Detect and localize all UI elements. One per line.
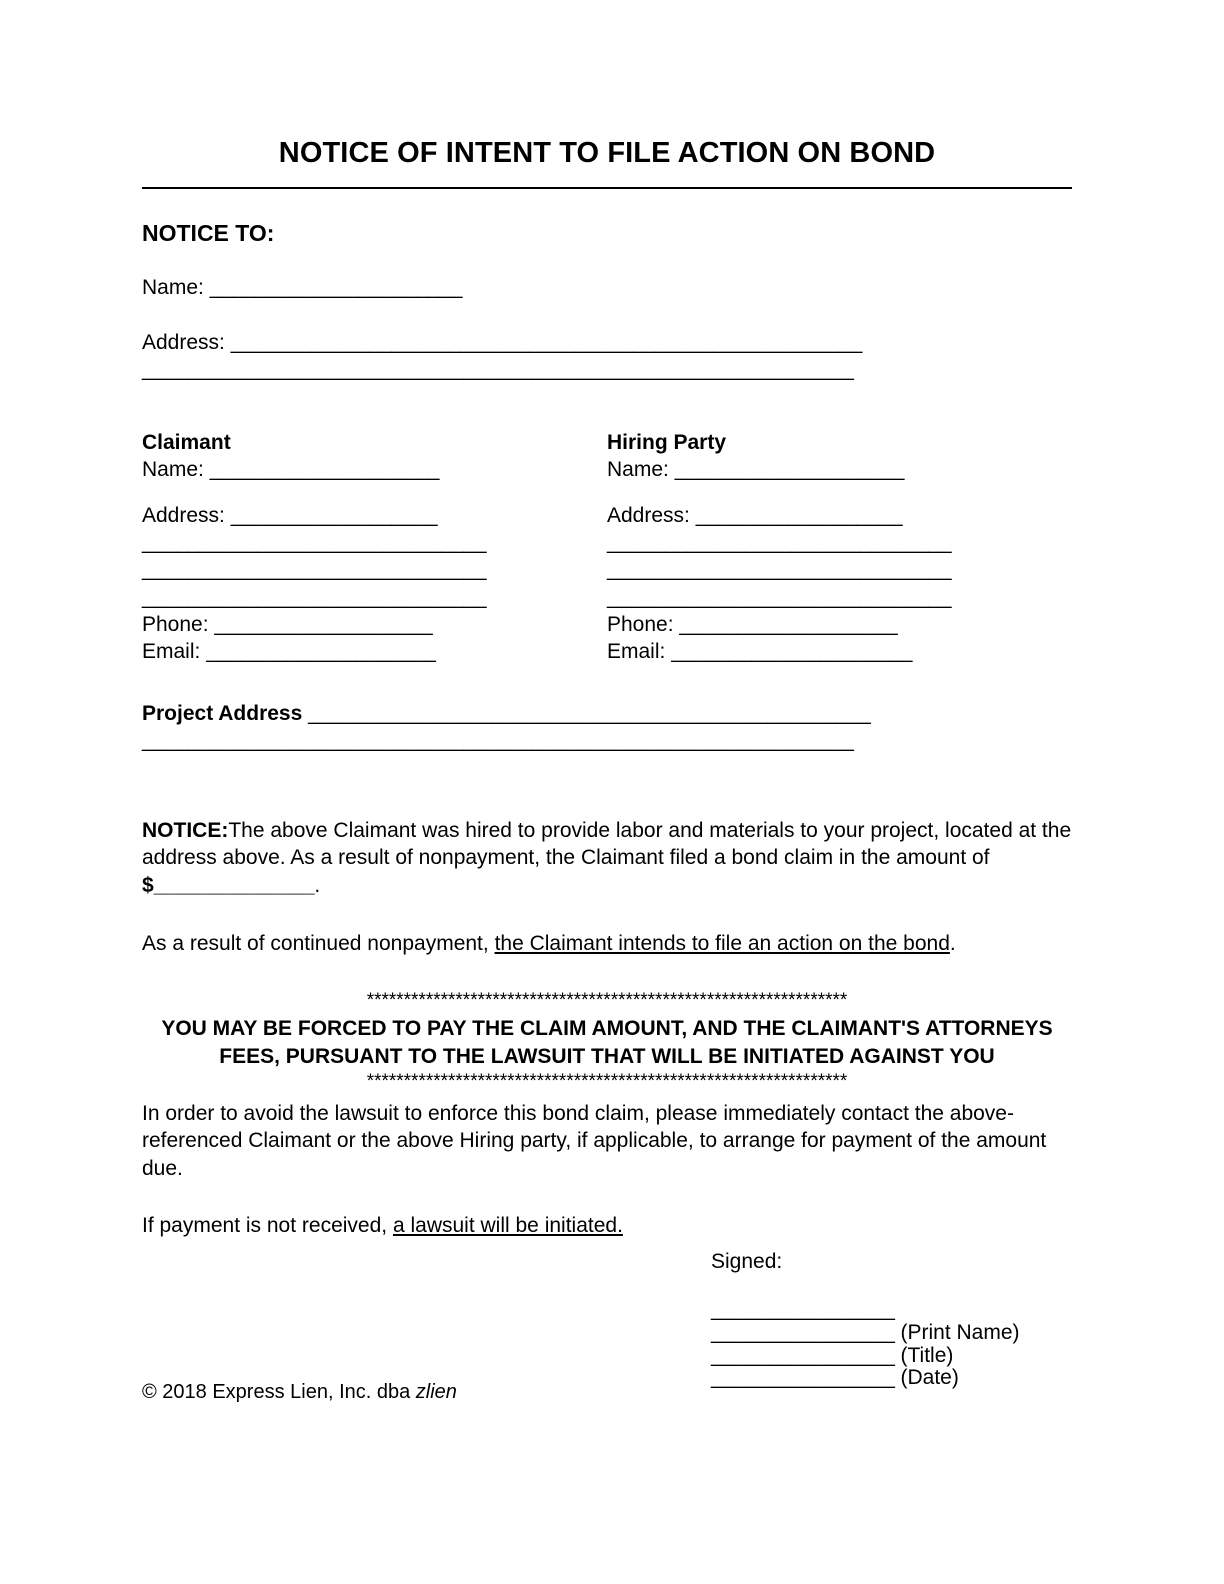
if-payment-prefix-text: If payment is not received, [142,1214,393,1238]
print-name-caption: (Print Name) [894,1320,1020,1344]
claimant-address-input-3[interactable]: ______________________________ [142,558,487,582]
title-divider [142,187,1072,189]
project-address-input[interactable]: _________________________________________________ [308,701,871,725]
signature-line-row [711,1299,1131,1322]
claimant-phone-input[interactable]: ___________________ [214,612,433,636]
claimant-name-label: Name: [142,458,204,482]
if-payment-paragraph [142,1212,1072,1240]
claimant-address-input-2[interactable]: ______________________________ [142,531,487,555]
claimant-column [142,430,607,665]
asterisk-divider-bottom: ***************************************************************** [366,1071,848,1092]
notice-to-name-row [142,275,1072,302]
claimant-email-row [142,638,607,665]
claimant-phone-row [142,611,607,638]
claimant-address-row-2 [142,529,607,556]
hiring-party-address-row-3 [607,556,1072,583]
hiring-party-column [607,430,1072,665]
claimant-address-input[interactable]: __________________ [230,504,438,528]
spacer [607,483,1072,502]
asterisk-divider-top: ***************************************************************** [366,989,848,1011]
hiring-party-address-input[interactable]: __________________ [695,504,903,528]
notice-to-name-input[interactable]: ______________________ [209,276,463,300]
hiring-party-heading: Hiring Party [607,430,727,454]
notice-to-name-label: Name: [142,276,204,300]
date-caption: (Date) [894,1366,959,1390]
continued-prefix-text: As a result of continued nonpayment, [142,932,495,956]
hiring-party-email-row [607,638,1072,665]
document-content [142,0,1072,1240]
claimant-heading: Claimant [142,430,231,454]
page-title: NOTICE OF INTENT TO FILE ACTION ON BOND [278,137,936,169]
claimant-name-row [142,456,607,483]
parties-section [142,430,1072,665]
if-payment-underlined-text: a lawsuit will be initiated. [392,1214,623,1238]
notice-paragraph [142,817,1072,900]
hiring-party-name-row [607,456,1072,483]
signature-block [711,1249,1131,1390]
spacer [142,483,607,502]
hiring-party-phone-input[interactable]: ___________________ [679,612,898,636]
hiring-party-address-label: Address: [607,504,690,528]
date-input[interactable]: ________________ [711,1366,895,1390]
claimant-address-label: Address: [142,504,225,528]
print-name-row [711,1322,1131,1345]
claimant-email-label: Email: [142,639,201,663]
project-address-section [142,701,1072,755]
notice-paragraph-period: . [314,873,321,897]
claimant-address-input-4[interactable]: ______________________________ [142,585,487,609]
notice-paragraph-text: The above Claimant was hired to provide labor and materials to your project, located at the address above. As a result of nonpayment, the Claimant filed a bond claim in the amount of [142,818,1072,870]
title-input[interactable]: ________________ [711,1343,895,1367]
currency-symbol: $ [142,873,154,897]
signature-input[interactable]: ________________ [711,1298,895,1322]
avoid-lawsuit-paragraph: In order to avoid the lawsuit to enforce this bond claim, please immediately contact the above-referenced Claimant or the above Hiring party, if applicable, to arrange for payment of the amount due. [142,1101,1047,1180]
project-address-row-2 [142,728,1072,755]
notice-to-heading: NOTICE TO: [142,220,275,247]
notice-to-address-label: Address: [142,331,225,355]
signed-label: Signed: [711,1250,783,1273]
project-address-label: Project Address [142,701,303,725]
spacer [142,247,1072,275]
continued-period: . [949,932,956,956]
continued-nonpayment-paragraph [142,930,1072,958]
claimant-address-row-4 [142,584,607,611]
project-address-row [142,701,1072,728]
hiring-party-phone-row [607,611,1072,638]
claimant-email-input[interactable]: ____________________ [206,639,436,663]
notice-to-address-row [142,330,1072,357]
brand-name: zlien [415,1381,457,1403]
notice-to-address-input-2[interactable]: ______________________________________________________________ [142,358,854,382]
claimant-phone-label: Phone: [142,612,209,636]
hiring-party-address-input-2[interactable]: ______________________________ [607,531,952,555]
hiring-party-address-row [607,502,1072,529]
title-caption: (Title) [894,1343,954,1367]
continued-underlined-text: the Claimant intends to file an action on the bond [494,932,950,956]
hiring-party-address-row-4 [607,584,1072,611]
claimant-address-row [142,502,607,529]
hiring-party-address-input-3[interactable]: ______________________________ [607,558,952,582]
footer-copyright [142,1380,457,1404]
hiring-party-address-row-2 [607,529,1072,556]
copyright-text: © 2018 Express Lien, Inc. dba [142,1381,416,1403]
claimant-name-input[interactable]: ____________________ [209,458,440,482]
claim-amount-input[interactable]: ______________ [153,873,315,897]
hiring-party-name-label: Name: [607,458,669,482]
hiring-party-name-input[interactable]: ____________________ [674,458,905,482]
title-row [711,1345,1131,1368]
hiring-party-email-label: Email: [607,639,666,663]
project-address-input-2[interactable]: ______________________________________________________________ [142,728,854,752]
notice-to-address-row-2 [142,357,1072,384]
hiring-party-email-input[interactable]: _____________________ [671,639,913,663]
print-name-input[interactable]: ________________ [711,1320,895,1344]
signature-lines [711,1299,1131,1390]
date-row [711,1367,1131,1390]
warning-text: YOU MAY BE FORCED TO PAY THE CLAIM AMOUNT, AND THE CLAIMANT'S ATTORNEYS FEES, PURSUANT TO THE LAWSUIT THAT WILL BE INITIATED AGAINST YOU [161,1017,1053,1068]
spacer [142,302,1072,330]
notice-to-address-input[interactable]: _______________________________________________________ [230,331,863,355]
claimant-address-row-3 [142,556,607,583]
notice-paragraph-label: NOTICE: [142,818,229,842]
hiring-party-address-input-4[interactable]: ______________________________ [607,585,952,609]
hiring-party-phone-label: Phone: [607,612,674,636]
